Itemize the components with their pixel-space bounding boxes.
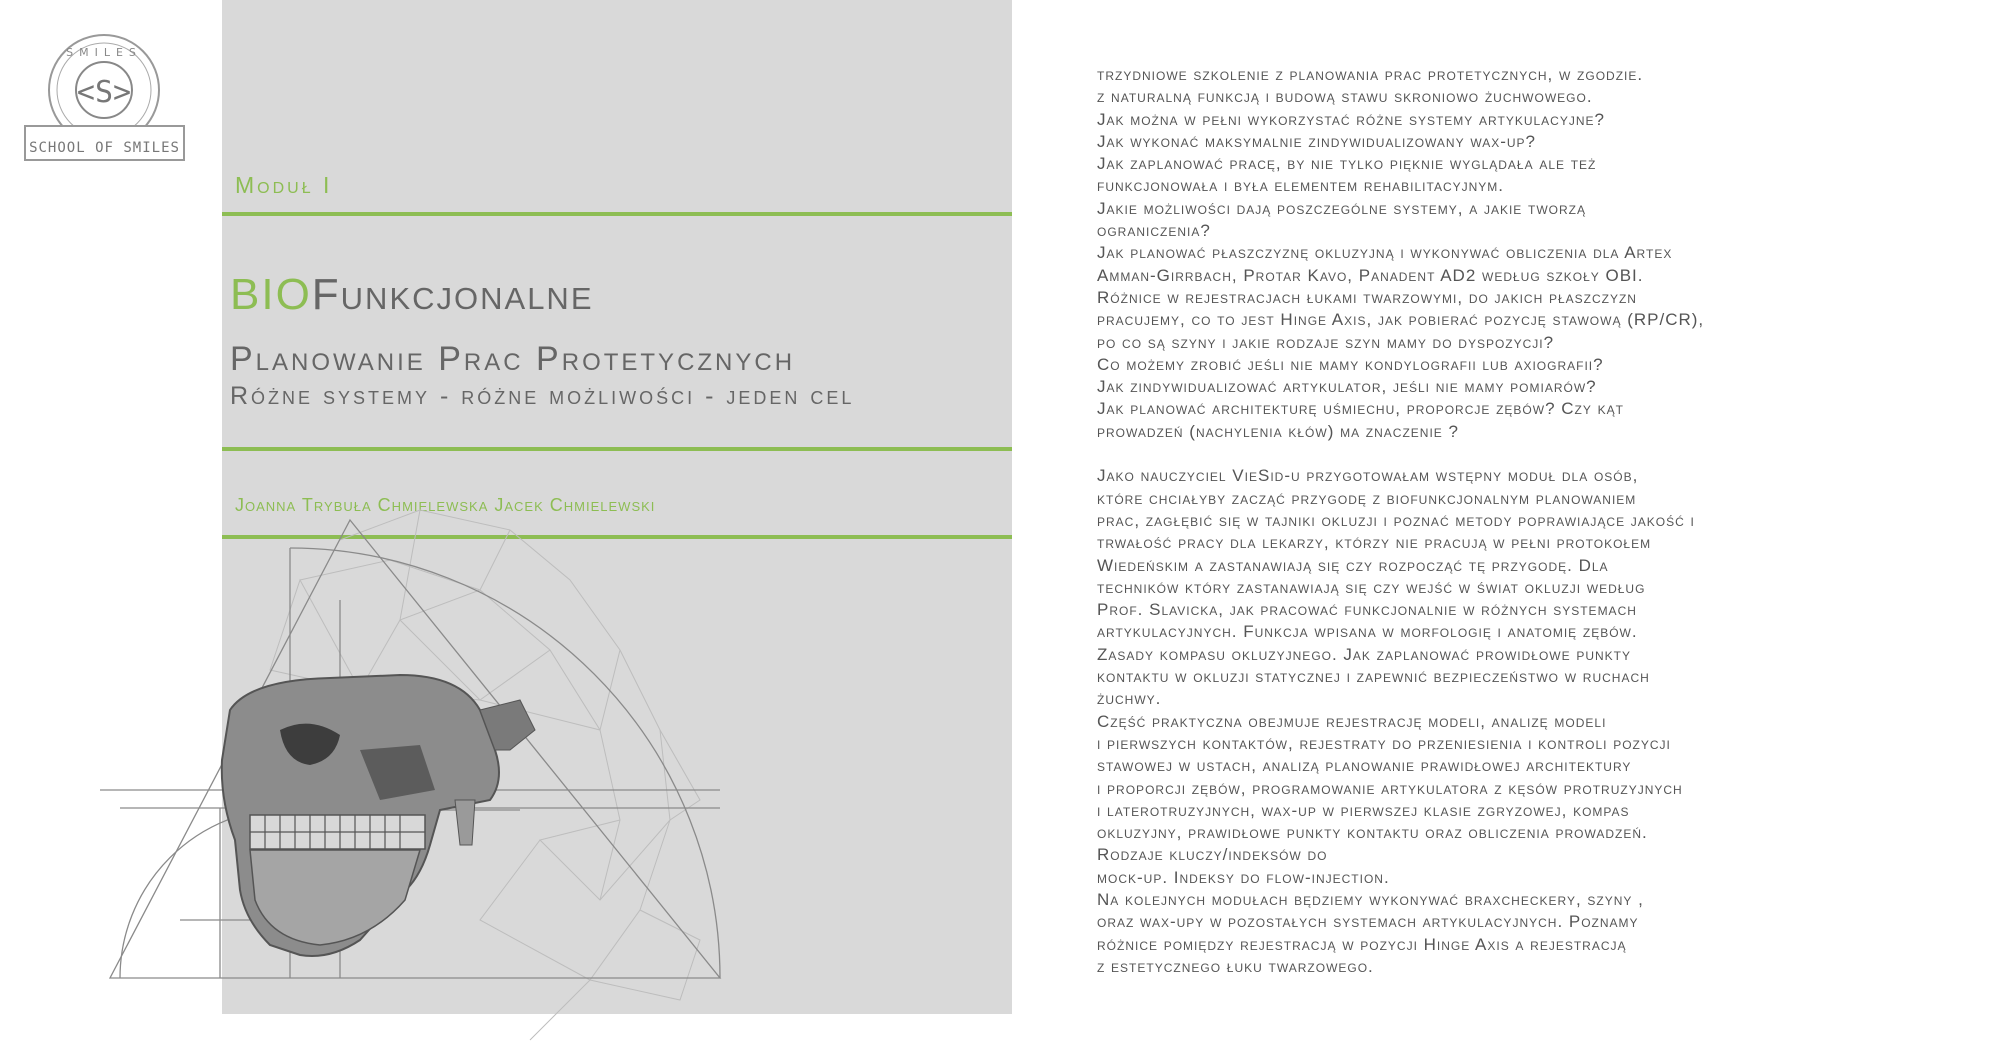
description-line: które chciałyby zacząć przygodę z biofunkcjonalnym planowaniem — [1097, 488, 1637, 508]
skull-golden-ratio-illustration — [100, 500, 800, 1058]
description-line: stawowej w ustach, analizą planowanie prawidłowej architektury — [1097, 756, 1632, 776]
description-line: oraz wax-upy w pozostałych systemach artykulacyjnych. Poznamy — [1097, 912, 1639, 932]
description-line: kontaktu w okluzji statycznej i zapewnić bezpieczeństwo w ruchach — [1097, 667, 1650, 687]
description-line: prowadzeń (nachylenia kłów) ma znaczenie ? — [1097, 421, 1459, 441]
subtitle-main: Planowanie Prac Protetycznych — [230, 340, 796, 378]
description-line — [1097, 443, 1977, 465]
description-line: funkcjonowała i była elementem rehabilitacyjnym. — [1097, 176, 1505, 196]
title-rest: Funkcjonalne — [311, 270, 594, 319]
logo-ring-text: SMILES — [66, 46, 142, 59]
description-line: Jak zindywidualizować artykulator, jeśli nie mamy pomiarów? — [1097, 377, 1597, 397]
description-line: techników który zastanawiają się czy wejść w świat okluzji według — [1097, 577, 1646, 597]
description-line: Prof. Slavicka, jak pracować funkcjonalnie w różnych systemach — [1097, 600, 1637, 620]
logo-caption: SCHOOL OF SMILES — [29, 140, 180, 156]
description-line: prac, zagłębić się w tajniki okluzji i poznać metody poprawiające jakość i — [1097, 510, 1695, 530]
description-line: Różnice w rejestracjach łukami twarzowymi, do jakich płaszczyzn — [1097, 287, 1637, 307]
description-line: Jak planować płaszczyznę okluzyjną i wykonywać obliczenia dla Artex — [1097, 243, 1673, 263]
divider-top — [222, 212, 1012, 216]
description-line: Co możemy zrobić jeśli nie mamy kondylografii lub axiografii? — [1097, 354, 1604, 374]
description-line: Zasady kompasu okluzyjnego. Jak zaplanować prowidłowe punkty — [1097, 644, 1632, 664]
description-line: mock-up. Indeksy do flow-injection. — [1097, 867, 1390, 887]
school-of-smiles-logo — [22, 28, 187, 168]
description-line: Jak można w pełni wykorzystać różne systemy artykulacyjne? — [1097, 109, 1605, 129]
description-line: Rodzaje kluczy/indeksów do — [1097, 845, 1328, 865]
divider-middle — [222, 447, 1012, 451]
description-line: Jak wykonać maksymalnie zindywidualizowany wax-up? — [1097, 131, 1536, 151]
description-line: Wiedeńskim a zastanawiają się czy rozpocząć tę przygodę. Dla — [1097, 555, 1609, 575]
description-line: z estetycznego łuku twarzowego. — [1097, 956, 1374, 976]
title-accent: BIO — [230, 270, 312, 319]
description-line: z naturalną funkcją i budową stawu skroniowo żuchwowego. — [1097, 87, 1593, 107]
course-description — [1097, 64, 1977, 978]
description-line: Część praktyczna obejmuje rejestrację modeli, analizę modeli — [1097, 711, 1607, 731]
description-line: trzydniowe szkolenie z planowania prac protetycznych, w zgodzie. — [1097, 65, 1644, 84]
description-line: Na kolejnych modułach będziemy wykonywać braxcheckery, szyny , — [1097, 889, 1644, 909]
description-line: po co są szyny i jakie rodzaje szyn mamy do dyspozycji? — [1097, 332, 1555, 352]
subtitle-secondary: Różne systemy - różne możliwości - jeden cel — [230, 382, 855, 410]
description-line: okluzyjny, prawidłowe punkty kontaktu oraz obliczenia prowadzeń. — [1097, 823, 1648, 843]
description-line: artykulacyjnych. Funkcja wpisana w morfologię i anatomię zębów. — [1097, 622, 1638, 642]
description-line: Amman-Girrbach, Protar Kavo, Panadent AD2 według szkoły OBI. — [1097, 265, 1644, 285]
description-line: ograniczenia? — [1097, 221, 1211, 241]
authors: Joanna Trybuła Chmielewska Jacek Chmielewski — [235, 495, 656, 515]
description-line: pracujemy, co to jest Hinge Axis, jak pobierać pozycję stawową (RP/CR), — [1097, 310, 1705, 330]
description-line: Jakie możliwości dają poszczególne systemy, a jakie tworzą — [1097, 198, 1587, 218]
description-line: i laterotruzyjnych, wax-up w pierwszej klasie zgryzowej, kompas — [1097, 800, 1630, 820]
description-line: trwałość pracy dla lekarzy, którzy nie pracują w pełni protokołem — [1097, 533, 1652, 553]
module-label: Moduł I — [235, 172, 333, 198]
logo-mark: <S> — [76, 75, 132, 110]
description-line: i pierwszych kontaktów, rejestraty do przeniesienia i kontroli pozycji — [1097, 733, 1671, 753]
description-line: Jak zaplanować pracę, by nie tylko pięknie wyglądała ale też — [1097, 154, 1597, 174]
description-line: Jako nauczyciel VieSid-u przygotowałam wstępny moduł dla osób, — [1097, 466, 1639, 486]
description-line: Jak planować architekturę uśmiechu, proporcje zębów? Czy kąt — [1097, 399, 1624, 419]
skull-icon — [222, 675, 535, 956]
description-line: i proporcji zębów, programowanie artykulatora z kęsów protruzyjnych — [1097, 778, 1683, 798]
page-title — [230, 270, 594, 320]
description-line: żuchwy. — [1097, 689, 1162, 709]
description-line: różnice pomiędzy rejestracją w pozycji Hinge Axis a rejestracją — [1097, 934, 1627, 954]
